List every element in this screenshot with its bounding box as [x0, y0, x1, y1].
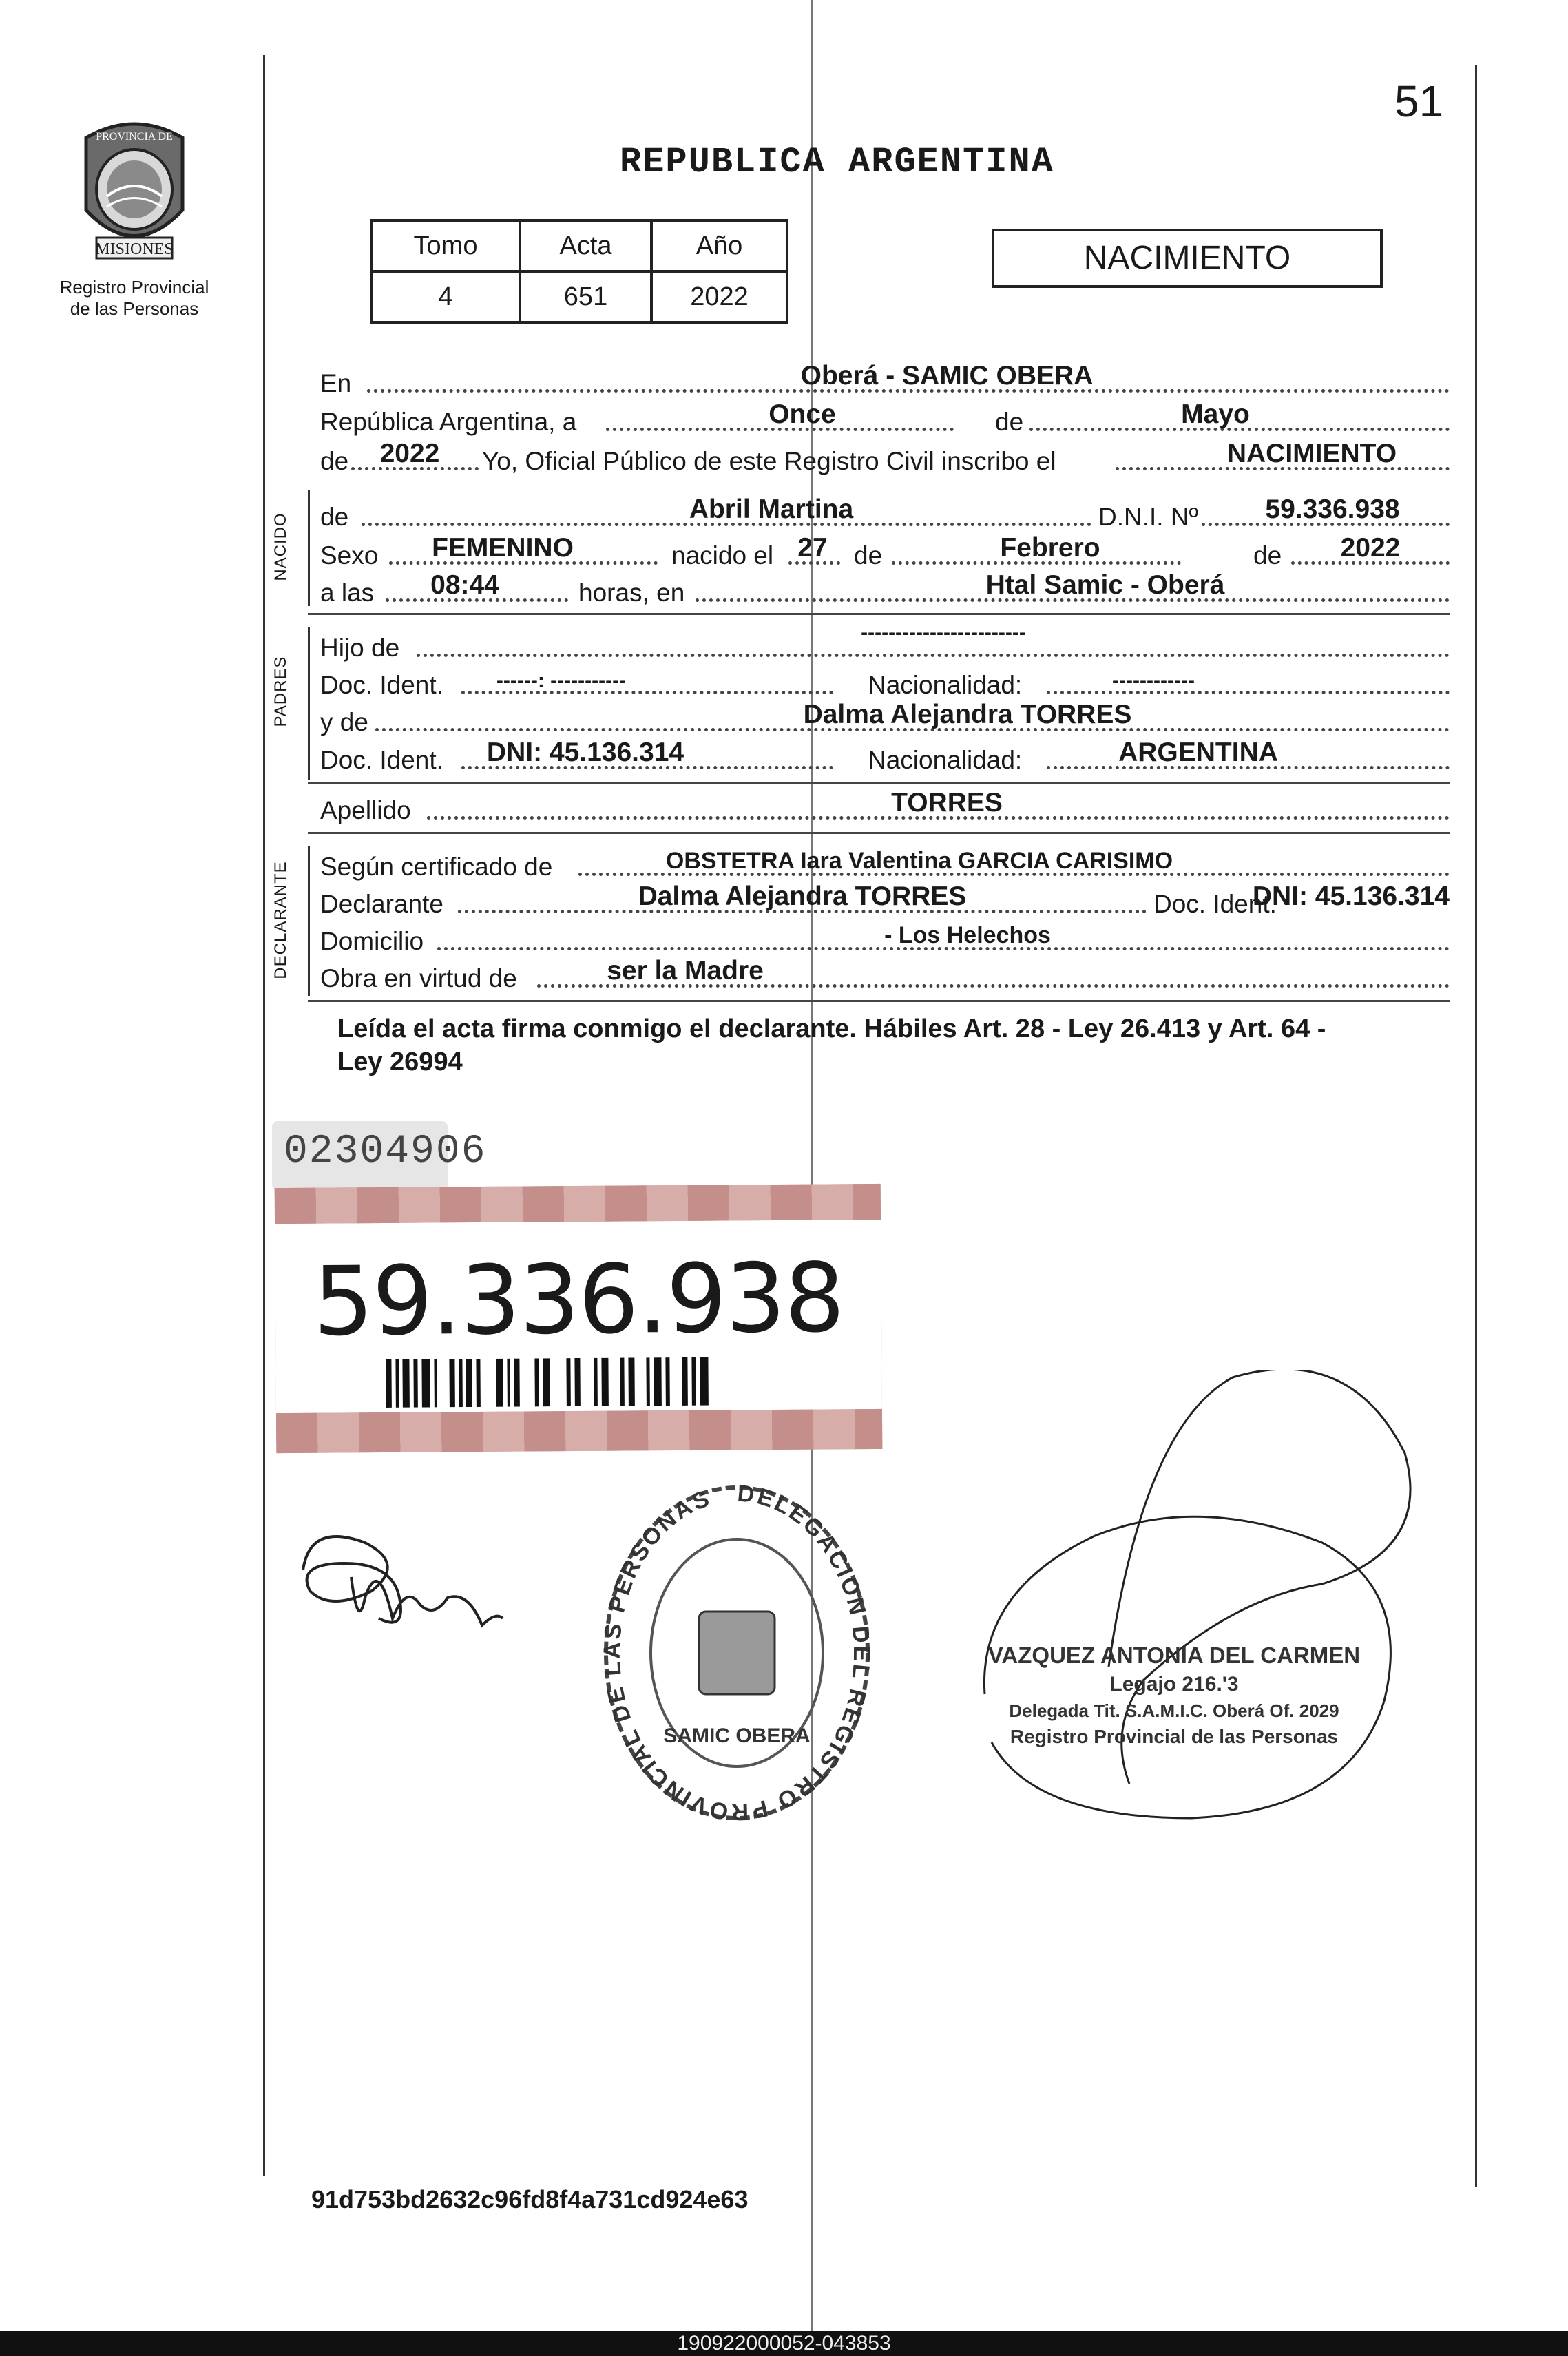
- nacionalidad2-label: Nacionalidad:: [868, 746, 1023, 774]
- a-las-label: a las: [320, 578, 375, 607]
- y-de-label: y de: [320, 708, 368, 736]
- acta-header: Acta: [520, 220, 651, 271]
- hora-value: 08:44: [430, 570, 499, 600]
- right-margin-line: [1475, 65, 1477, 2187]
- svg-text:MISIONES: MISIONES: [95, 240, 174, 258]
- legal-note: Leída el acta firma conmigo el declarante. Hábiles Art. 28 - Ley 26.413 y Art. 64 - Ley 26994: [337, 1014, 1326, 1076]
- anio-value: 2022: [651, 271, 787, 322]
- svg-text:SAMIC OBERA: SAMIC OBERA: [663, 1724, 811, 1747]
- padres-section-rule: [308, 782, 1450, 784]
- barcode: [386, 1357, 730, 1407]
- row-domicilio: [320, 923, 1450, 959]
- apellido-label: Apellido: [320, 796, 411, 824]
- obra-value: ser la Madre: [607, 956, 764, 986]
- declarante-doc-value: DNI: 45.136.314: [1252, 882, 1450, 911]
- certificado-label: Según certificado de: [320, 853, 553, 881]
- official-stamp: [592, 1474, 881, 1832]
- nacido-bracket: [308, 490, 310, 606]
- control-number: 02304906: [284, 1129, 487, 1174]
- hijo-de-label: Hijo de: [320, 634, 400, 662]
- certificado-value: OBSTETRA Iara Valentina GARCIA CARISIMO: [665, 848, 1173, 874]
- inscribe-value: NACIMIENTO: [1226, 439, 1397, 468]
- row-hora: [320, 570, 1450, 610]
- sexo-value: FEMENINO: [432, 533, 574, 563]
- row-apellido: [320, 788, 1450, 828]
- row-inscribe: [320, 439, 1450, 479]
- footer-bar: [0, 2331, 1568, 2356]
- row-sexo: [320, 533, 1450, 573]
- padre-doc-value: ------: -----------: [496, 669, 627, 692]
- de-label: de: [995, 408, 1024, 436]
- svg-text:DELEGACION DEL REGISTRO PROVIN: DELEGACION DEL REGISTRO PROVINCIAL DE LAS PERSONAS: [598, 1480, 875, 1826]
- declarant-signature: [289, 1515, 523, 1653]
- en-label: En: [320, 369, 352, 397]
- horas-en-label: horas, en: [578, 578, 685, 607]
- id-sticker: [275, 1184, 883, 1453]
- page-number: 51: [1394, 76, 1444, 126]
- document-hash: 91d753bd2632c96fd8f4a731cd924e63: [311, 2185, 749, 2213]
- nacido-mes-value: Febrero: [1000, 533, 1100, 563]
- de4-label: de: [1253, 541, 1282, 570]
- tomo-value: 4: [371, 271, 520, 322]
- sexo-label: Sexo: [320, 541, 379, 570]
- domicilio-value: - Los Helechos: [884, 922, 1051, 948]
- row-hijo-de: [320, 621, 1450, 665]
- nacionalidad-label: Nacionalidad:: [868, 671, 1023, 699]
- en-value: Oberá - SAMIC OBERA: [800, 361, 1094, 390]
- padre-value: ------------------------: [861, 621, 1026, 644]
- declarante-label: Declarante: [320, 890, 443, 918]
- row-fecha: [320, 399, 1450, 439]
- official-name: VAZQUEZ ANTONIA DEL CARMEN: [987, 1643, 1361, 1668]
- row-certificado: [320, 848, 1450, 884]
- nacido-side-label: NACIDO: [271, 512, 290, 581]
- tomo-header: Tomo: [371, 220, 520, 271]
- official-signature-block: [968, 1643, 1381, 1748]
- anio-inscripcion-value: 2022: [379, 439, 440, 468]
- domicilio-label: Domicilio: [320, 927, 424, 955]
- acta-value: 651: [520, 271, 651, 322]
- madre-value: Dalma Alejandra TORRES: [803, 700, 1132, 729]
- padre-nac-value: ------------: [1112, 669, 1195, 692]
- nacido-de-label: de: [320, 503, 349, 531]
- lugar-value: Htal Samic - Oberá: [985, 570, 1225, 600]
- obra-label: Obra en virtud de: [320, 964, 517, 992]
- acta-table-value-row: [371, 271, 787, 322]
- madre-nac-value: ARGENTINA: [1118, 738, 1278, 767]
- acta-table: [370, 219, 788, 324]
- seal-caption: Registro Provincial de las Personas: [59, 277, 209, 319]
- doc-ident2-label: Doc. Ident.: [320, 746, 443, 774]
- id-sticker-number: 59.336.938: [313, 1242, 844, 1357]
- oficial-text: Yo, Oficial Público de este Registro Civil inscribo el: [482, 447, 1056, 475]
- padres-side-label: PADRES: [271, 656, 290, 727]
- dia-value: Once: [769, 399, 836, 429]
- dni-label: D.N.I. Nº: [1098, 503, 1199, 531]
- province-seal: [65, 114, 203, 272]
- republica-label: República Argentina, a: [320, 408, 577, 436]
- row-nombre: [320, 494, 1450, 534]
- document-type-box: NACIMIENTO: [992, 229, 1383, 288]
- padres-bracket: [308, 627, 310, 780]
- acta-table-header-row: [371, 220, 787, 271]
- row-obra: [320, 956, 1450, 996]
- row-padre-doc: [320, 667, 1450, 702]
- footer-code: 190922000052-043853: [677, 2332, 891, 2355]
- official-registro: Registro Provincial de las Personas: [1010, 1726, 1339, 1747]
- declarante-bracket: [308, 846, 310, 996]
- doc-ident-label: Doc. Ident.: [320, 671, 443, 699]
- center-fold-line: [811, 0, 813, 2356]
- de2-label: de: [320, 447, 349, 475]
- apellido-value: TORRES: [891, 788, 1003, 817]
- declarante-side-label: DECLARANTE: [271, 861, 290, 979]
- nacido-section-rule: [308, 613, 1450, 615]
- official-cargo: Delegada Tit. S.A.M.I.C. Oberá Of. 2029: [1009, 1700, 1339, 1721]
- nombre-value: Abril Martina: [689, 494, 854, 524]
- de3-label: de: [854, 541, 883, 570]
- left-margin-line: [263, 55, 265, 2176]
- apellido-section-rule: [308, 832, 1450, 834]
- doc-ident3-label: Doc. Ident.: [1153, 890, 1277, 918]
- declarante-value: Dalma Alejandra TORRES: [638, 882, 967, 911]
- row-en: [320, 361, 1450, 401]
- nacido-anio-value: 2022: [1340, 533, 1401, 563]
- row-madre: [320, 700, 1450, 740]
- row-madre-doc: [320, 738, 1450, 778]
- row-declarante: [320, 882, 1450, 921]
- official-signature: [937, 1370, 1432, 1853]
- official-legajo: Legajo 216.'3: [1109, 1673, 1239, 1696]
- page-title: REPUBLICA ARGENTINA: [620, 142, 1054, 183]
- anio-header: Año: [651, 220, 787, 271]
- svg-text:PROVINCIA DE: PROVINCIA DE: [96, 131, 173, 143]
- nacido-dia-value: 27: [797, 533, 828, 563]
- declarante-section-rule: [308, 1000, 1450, 1002]
- dni-value: 59.336.938: [1265, 494, 1400, 524]
- mes-value: Mayo: [1181, 399, 1250, 429]
- nacido-el-label: nacido el: [671, 541, 774, 570]
- madre-doc-value: DNI: 45.136.314: [486, 738, 684, 767]
